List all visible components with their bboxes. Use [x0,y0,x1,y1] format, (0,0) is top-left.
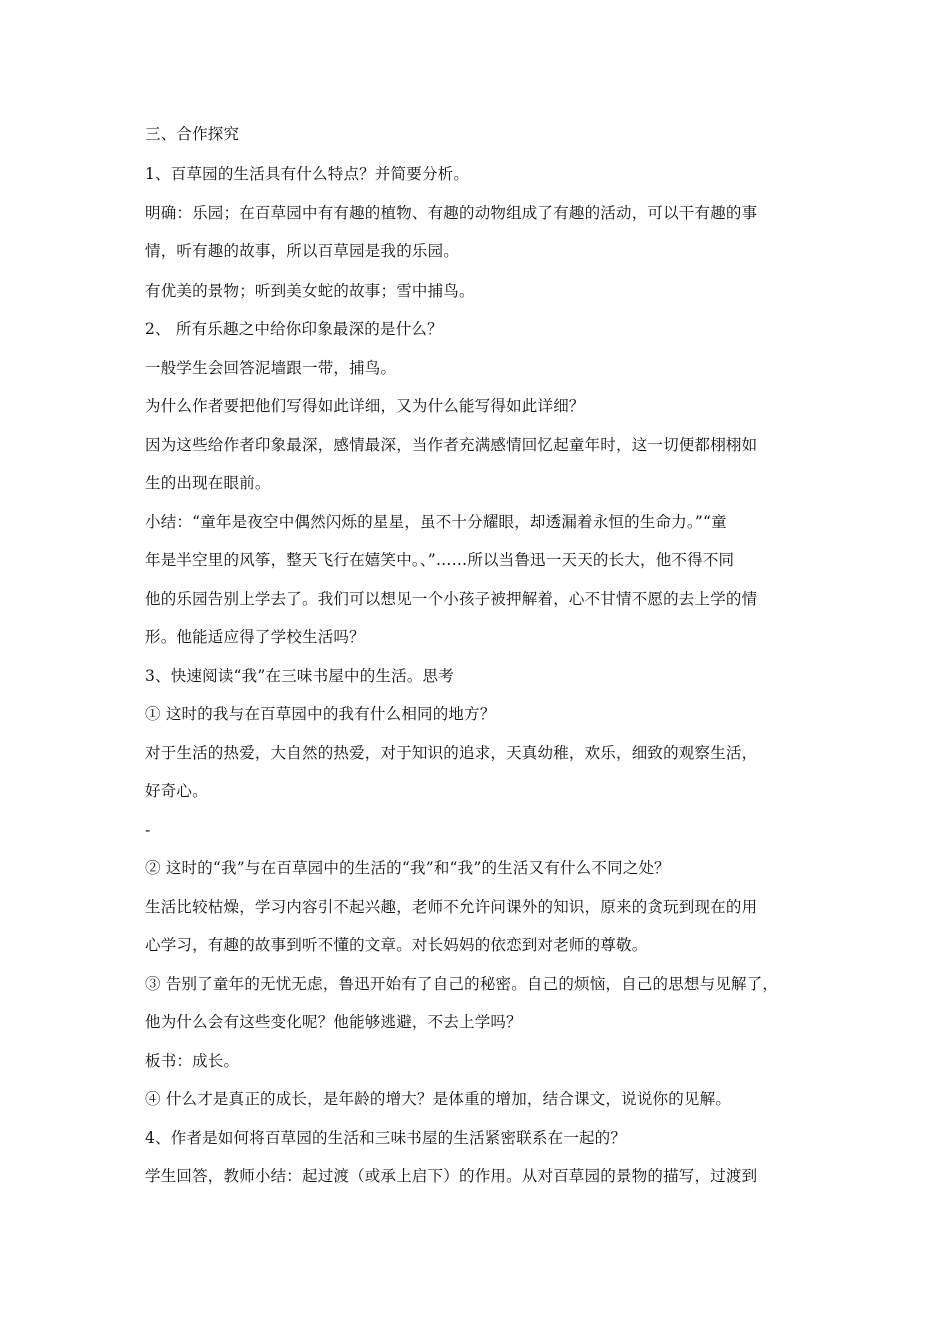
sub-answer-2-line-1: 生活比较枯燥，学习内容引不起兴趣，老师不允许问课外的知识，原来的贪玩到现在的用 [145,898,758,916]
follow-up-answer-line-1: 因为这些给作者印象最深，感情最深，当作者充满感情回忆起童年时，这一切便都栩栩如 [145,436,758,454]
sub-question-3-line-1: ③ 告别了童年的无忧无虑，鲁迅开始有了自己的秘密。自己的烦恼，自己的思想与见解了， [145,975,779,993]
summary-line-1: 小结：“童年是夜空中偶然闪烁的星星，虽不十分耀眼，却透漏着永恒的生命力。”“童 [145,513,727,531]
question-4: 4、作者是如何将百草园的生活和三味书屋的生活紧密联系在一起的？ [145,1129,627,1147]
sub-answer-2-line-2: 心学习，有趣的故事到听不懂的文章。对长妈妈的依恋到对老师的尊敬。 [145,936,648,954]
dash-mark: - [145,821,151,839]
question-3: 3、快速阅读“我”在三味书屋中的生活。思考 [145,667,454,685]
follow-up-answer-line-2: 生的出现在眼前。 [145,474,271,492]
sub-answer-1-line-1: 对于生活的热爱，大自然的热爱，对于知识的追求，天真幼稚，欢乐，细致的观察生活， [145,744,758,762]
sub-question-2: ② 这时的“我”与在百草园中的生活的“我”和“我”的生活又有什么不同之处？ [145,859,670,877]
question-2: 2、 所有乐趣之中给你印象最深的是什么？ [145,320,443,338]
sub-question-3-line-2: 他为什么会有这些变化呢？他能够逃避，不去上学吗？ [145,1013,522,1031]
summary-line-4: 形。他能适应得了学校生活吗？ [145,628,365,646]
board-note: 板书：成长。 [145,1052,240,1070]
answer-1-line-2: 情，听有趣的故事，所以百草园是我的乐园。 [145,242,460,260]
answer-4: 学生回答，教师小结：起过渡（或承上启下）的作用。从对百草园的景物的描写，过渡到 [145,1167,758,1185]
summary-line-3: 他的乐园告别上学去了。我们可以想见一个小孩子被押解着，心不甘情不愿的去上学的情 [145,590,758,608]
answer-2: 一般学生会回答泥墙跟一带，捕鸟。 [145,359,397,377]
section-heading: 三、合作探究 [145,125,240,143]
sub-answer-1-line-2: 好奇心。 [145,782,208,800]
sub-question-4: ④ 什么才是真正的成长，是年龄的增大？是体重的增加，结合课文，说说你的见解。 [145,1090,732,1108]
summary-line-2: 年是半空里的风筝，整天飞行在嬉笑中。、”……所以当鲁迅一天天的长大，他不得不同 [145,551,735,569]
answer-1-line-3: 有优美的景物；听到美女蛇的故事；雪中捕鸟。 [145,282,475,300]
follow-up-question: 为什么作者要把他们写得如此详细，又为什么能写得如此详细？ [145,397,585,415]
sub-question-1: ① 这时的我与在百草园中的我有什么相同的地方？ [145,705,496,723]
answer-1-line-1: 明确：乐园；在百草园中有有趣的植物、有趣的动物组成了有趣的活动，可以干有趣的事 [145,204,758,222]
question-1: 1、百草园的生活具有什么特点？并简要分析。 [145,165,470,183]
